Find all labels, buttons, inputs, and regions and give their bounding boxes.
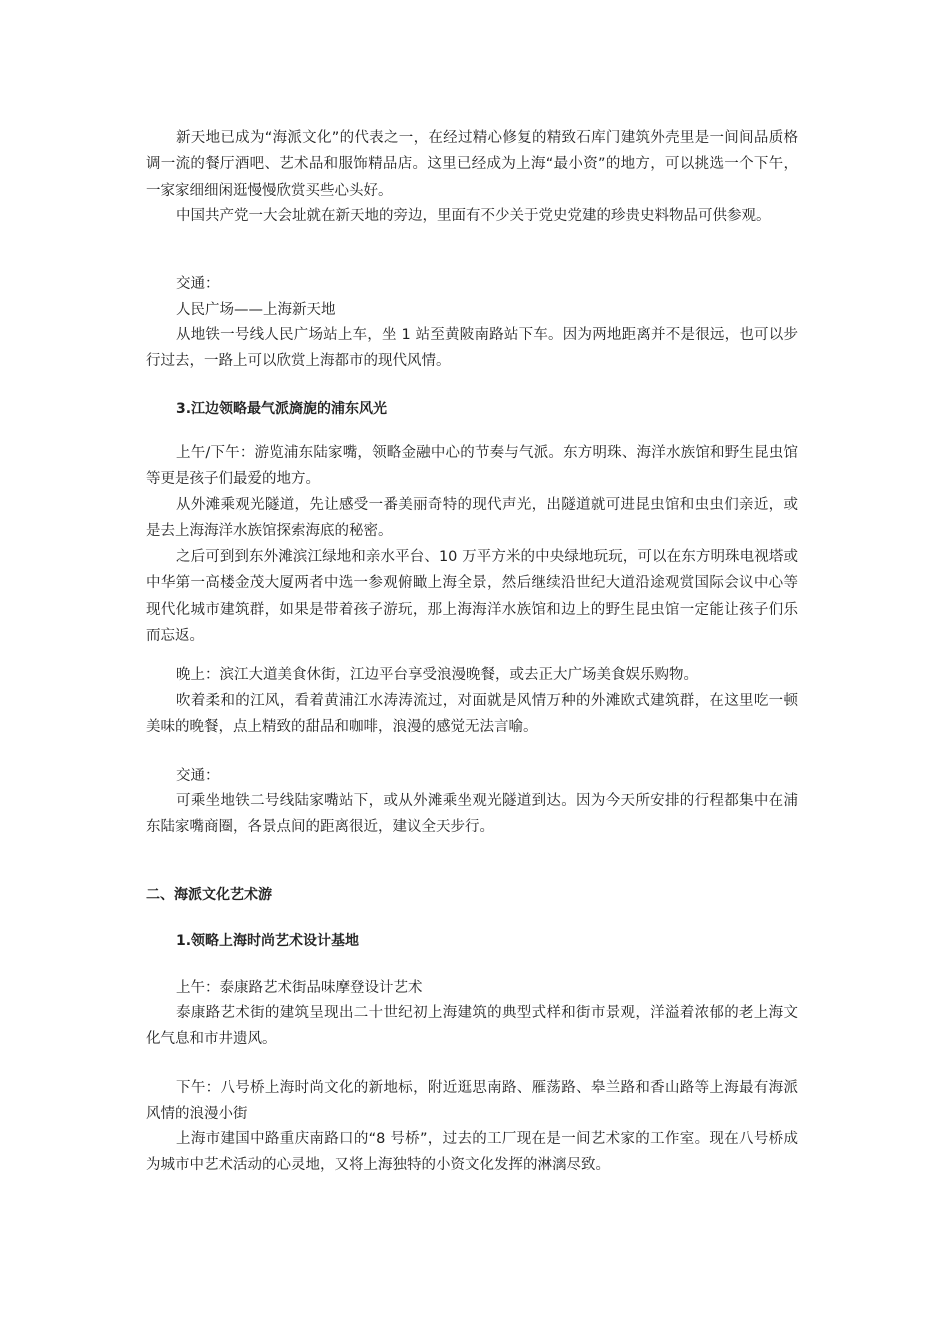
xintiandi-paragraph: 新天地已成为“海派文化”的代表之一，在经过精心修复的精致石库门建筑外壳里是一间间品质格调一流的餐厅酒吧、艺术品和服饰精品店。这里已经成为上海“最小资”的地方，可以挑选一个下午，一家家细细闲逛慢慢欣赏买些心头好。 (146, 130, 798, 199)
bridge8-paragraph: 上海市建国中路重庆南路口的“8 号桥”，过去的工厂现在是一间艺术家的工作室。现在八号桥成为城市中艺术活动的心灵地，又将上海独特的小资文化发挥的淋漓尽致。 (146, 1131, 798, 1174)
section-heading-art-design: 1.领略上海时尚艺术设计基地 (176, 933, 360, 949)
metro-paragraph: 从地铁一号线人民广场站上车，坐 1 站至黄陂南路站下车。因为两地距离并不是很远，也可以步行过去，一路上可以欣赏上海都市的现代风情。 (146, 327, 798, 370)
evening-paragraph: 晚上：滨江大道美食休街，江边平台享受浪漫晚餐，或去正大广场美食娱乐购物。 (176, 667, 698, 683)
pudong-paragraph-2: 从外滩乘观光隧道，先让感受一番美丽奇特的现代声光，出隧道就可进昆虫馆和虫虫们亲近，或是去上海海洋水族馆探索海底的秘密。 (146, 497, 798, 540)
traffic-label-2: 交通： (176, 768, 220, 784)
morning-line: 上午：泰康路艺术街品味摩登设计艺术 (176, 980, 423, 996)
section-heading-pudong: 3.江边领略最气派旖旎的浦东风光 (176, 401, 388, 417)
afternoon-paragraph: 下午：八号桥上海时尚文化的新地标，附近逛思南路、雁荡路、皋兰路和香山路等上海最有海派风情的浪漫小街 (146, 1080, 798, 1123)
route-line: 人民广场——上海新天地 (176, 302, 336, 318)
part-heading-culture-art: 二、海派文化艺术游 (146, 887, 272, 903)
metro-line2-paragraph: 可乘坐地铁二号线陆家嘴站下，或从外滩乘坐观光隧道到达。因为今天所安排的行程都集中在浦东陆家嘴商圈，各景点间的距离很近，建议全天步行。 (146, 793, 798, 836)
taikang-paragraph: 泰康路艺术街的建筑呈现出二十世纪初上海建筑的典型式样和街市景观，洋溢着浓郁的老上海文化气息和市井遗风。 (146, 1005, 798, 1048)
pudong-paragraph-3: 之后可到到东外滩滨江绿地和亲水平台、10 万平方米的中央绿地玩玩，可以在东方明珠电视塔或中华第一高楼金茂大厦两者中选一参观俯瞰上海全景，然后继续沿世纪大道沿途观赏国际会议中心等现代化城市建筑群，如果是带着孩子游玩，那上海海洋水族馆和边上的野生昆虫馆一定能让孩子们乐而忘返。 (146, 549, 798, 644)
pudong-paragraph-1: 上午/下午：游览浦东陆家嘴，领略金融中心的节奏与气派。东方明珠、海洋水族馆和野生昆虫馆等更是孩子们最爱的地方。 (146, 445, 798, 488)
evening-detail-paragraph: 吹着柔和的江风，看着黄浦江水涛涛流过，对面就是风情万种的外滩欧式建筑群，在这里吃一顿美味的晚餐，点上精致的甜品和咖啡，浪漫的感觉无法言喻。 (146, 693, 798, 736)
party-site-paragraph: 中国共产党一大会址就在新天地的旁边，里面有不少关于党史党建的珍贵史料物品可供参观。 (176, 208, 771, 224)
traffic-label: 交通： (176, 276, 220, 292)
